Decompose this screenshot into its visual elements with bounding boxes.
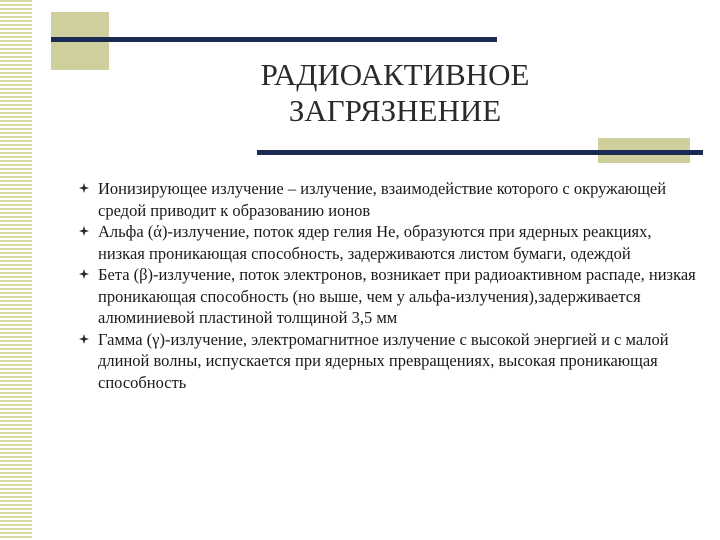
bullet-text: Бета (β)-излучение, поток электронов, возникает при радиоактивном распаде, низкая проникающая способность (но выше, чем у альфа-излучения),задерживается алюминиевой пластиной толщиной 3,5 мм xyxy=(98,265,696,327)
bullet-icon xyxy=(79,226,89,236)
bullet-item xyxy=(16,178,696,221)
bullet-text: Ионизирующее излучение – излучение, взаимодействие которого с окружающей средой приводит к образованию ионов xyxy=(98,179,667,220)
bullet-icon xyxy=(79,334,89,344)
bullet-item xyxy=(16,221,696,264)
bullet-text: Гамма (γ)-излучение, электромагнитное излучение с высокой энергией и с малой длиной волны, испускается при ядерных превращениях, высокая проникающая способность xyxy=(98,329,669,392)
title-bar-bottom xyxy=(257,150,703,155)
bullet-item xyxy=(16,264,696,329)
bullet-icon xyxy=(79,269,89,279)
bullet-text: Альфа (ά)-излучение, поток ядер гелия Не, образуются при ядерных реакциях, низкая проникающая способность, задерживаются листом бумаги, одеждой xyxy=(98,222,652,263)
title-bar-top xyxy=(51,37,497,42)
bullet-item xyxy=(16,329,696,394)
bullet-list xyxy=(16,178,696,393)
bullet-icon xyxy=(79,183,89,193)
slide-title xyxy=(170,57,620,129)
slide-title-line1: РАДИОАКТИВНОЕ xyxy=(260,57,530,92)
slide-title-line2: ЗАГРЯЗНЕНИЕ xyxy=(288,93,502,128)
